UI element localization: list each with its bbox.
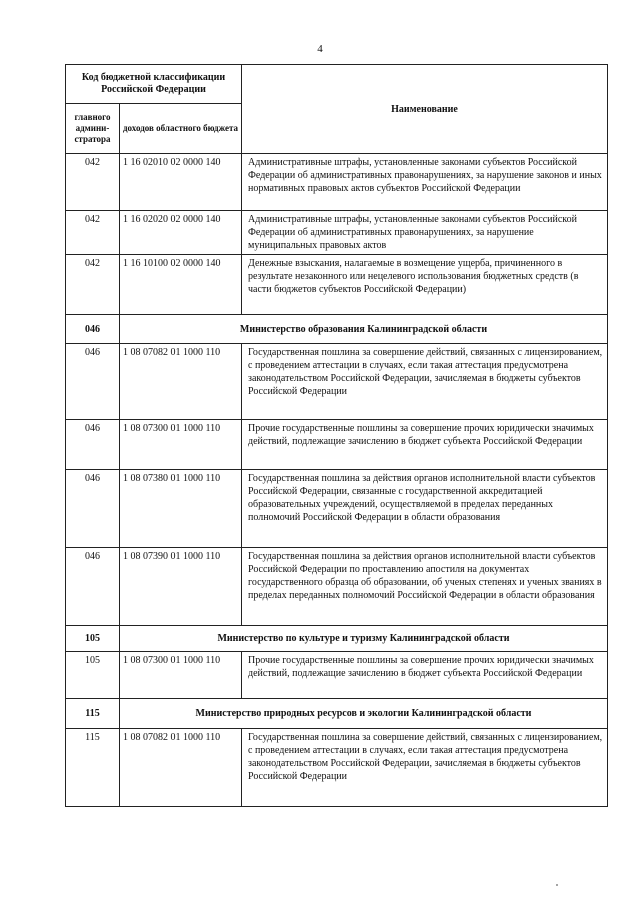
table-row bbox=[66, 211, 608, 255]
admin-code: 115 bbox=[66, 729, 120, 807]
income-name: Административные штрафы, установленные законами субъектов Российской Федерации об административных правонарушениях, за нарушение муниципальных правовых актов bbox=[242, 211, 608, 255]
section-title: Министерство образования Калининградской области bbox=[120, 315, 608, 344]
budget-classification-table bbox=[65, 64, 608, 807]
income-name: Государственная пошлина за действия органов исполнительной власти субъектов Российской Федерации по проставлению апостиля на документах государственного образца об образовании, об ученых степенях и ученых званиях в пределах переданных полномочий Российской Федерации в области образования bbox=[242, 548, 608, 626]
income-name: Государственная пошлина за совершение действий, связанных с лицензированием, с проведением аттестации в случаях, если такая аттестация предусмотрена законодательством Российской Федерации, зачисляемая в бюджеты субъектов Российской Федерации bbox=[242, 344, 608, 420]
income-name: Административные штрафы, установленные законами субъектов Российской Федерации об административных правонарушениях, за нарушение законов и иных нормативных правовых актов субъектов Российской Федерации bbox=[242, 154, 608, 211]
income-code: 1 16 10100 02 0000 140 bbox=[120, 255, 242, 315]
table-row bbox=[66, 652, 608, 699]
admin-code: 046 bbox=[66, 470, 120, 548]
table-row bbox=[66, 154, 608, 211]
income-code: 1 16 02020 02 0000 140 bbox=[120, 211, 242, 255]
header-group-title: Код бюджетной классификации Российской Федерации bbox=[66, 65, 242, 104]
income-code: 1 08 07082 01 1000 110 bbox=[120, 344, 242, 420]
income-code: 1 08 07082 01 1000 110 bbox=[120, 729, 242, 807]
table-row bbox=[66, 548, 608, 626]
section-code: 105 bbox=[66, 626, 120, 652]
table-row bbox=[66, 344, 608, 420]
table-row bbox=[66, 729, 608, 807]
admin-code: 046 bbox=[66, 548, 120, 626]
section-code: 046 bbox=[66, 315, 120, 344]
section-row bbox=[66, 699, 608, 729]
admin-code: 042 bbox=[66, 154, 120, 211]
admin-code: 042 bbox=[66, 255, 120, 315]
admin-code: 105 bbox=[66, 652, 120, 699]
income-code: 1 08 07390 01 1000 110 bbox=[120, 548, 242, 626]
admin-code: 046 bbox=[66, 420, 120, 470]
income-name: Денежные взыскания, налагаемые в возмещение ущерба, причиненного в результате незаконного или нецелевого использования бюджетных средств (в части бюджетов субъектов Российской Федерации) bbox=[242, 255, 608, 315]
admin-code: 046 bbox=[66, 344, 120, 420]
table-row bbox=[66, 255, 608, 315]
income-code: 1 08 07300 01 1000 110 bbox=[120, 420, 242, 470]
table-row bbox=[66, 470, 608, 548]
section-title: Министерство по культуре и туризму Калининградской области bbox=[120, 626, 608, 652]
income-code: 1 16 02010 02 0000 140 bbox=[120, 154, 242, 211]
income-code: 1 08 07300 01 1000 110 bbox=[120, 652, 242, 699]
scan-speck bbox=[556, 884, 558, 886]
income-name: Прочие государственные пошлины за совершение прочих юридически значимых действий, подлежащие зачислению в бюджет субъекта Российской Федерации bbox=[242, 420, 608, 470]
income-code: 1 08 07380 01 1000 110 bbox=[120, 470, 242, 548]
page-number: 4 bbox=[317, 43, 323, 55]
header-name-title: Наименование bbox=[242, 65, 608, 154]
section-code: 115 bbox=[66, 699, 120, 729]
income-name: Государственная пошлина за совершение действий, связанных с лицензированием, с проведением аттестации в случаях, если такая аттестация предусмотрена законодательством Российской Федерации, зачисляемая в бюджеты субъектов Российской Федерации bbox=[242, 729, 608, 807]
admin-code: 042 bbox=[66, 211, 120, 255]
table-row bbox=[66, 420, 608, 470]
income-name: Государственная пошлина за действия органов исполнительной власти субъектов Российской Федерации, связанные с государственной аккредитацией образовательных учреждений, осуществляемой в пределах переданных полномочий Российской Федерации в области образования bbox=[242, 470, 608, 548]
header-admin-title: главного админи-стратора bbox=[66, 104, 120, 154]
income-name: Прочие государственные пошлины за совершение прочих юридически значимых действий, подлежащие зачислению в бюджет субъекта Российской Федерации bbox=[242, 652, 608, 699]
section-title: Министерство природных ресурсов и экологии Калининградской области bbox=[120, 699, 608, 729]
header-income-title: доходов областного бюджета bbox=[120, 104, 242, 154]
section-row bbox=[66, 626, 608, 652]
section-row bbox=[66, 315, 608, 344]
